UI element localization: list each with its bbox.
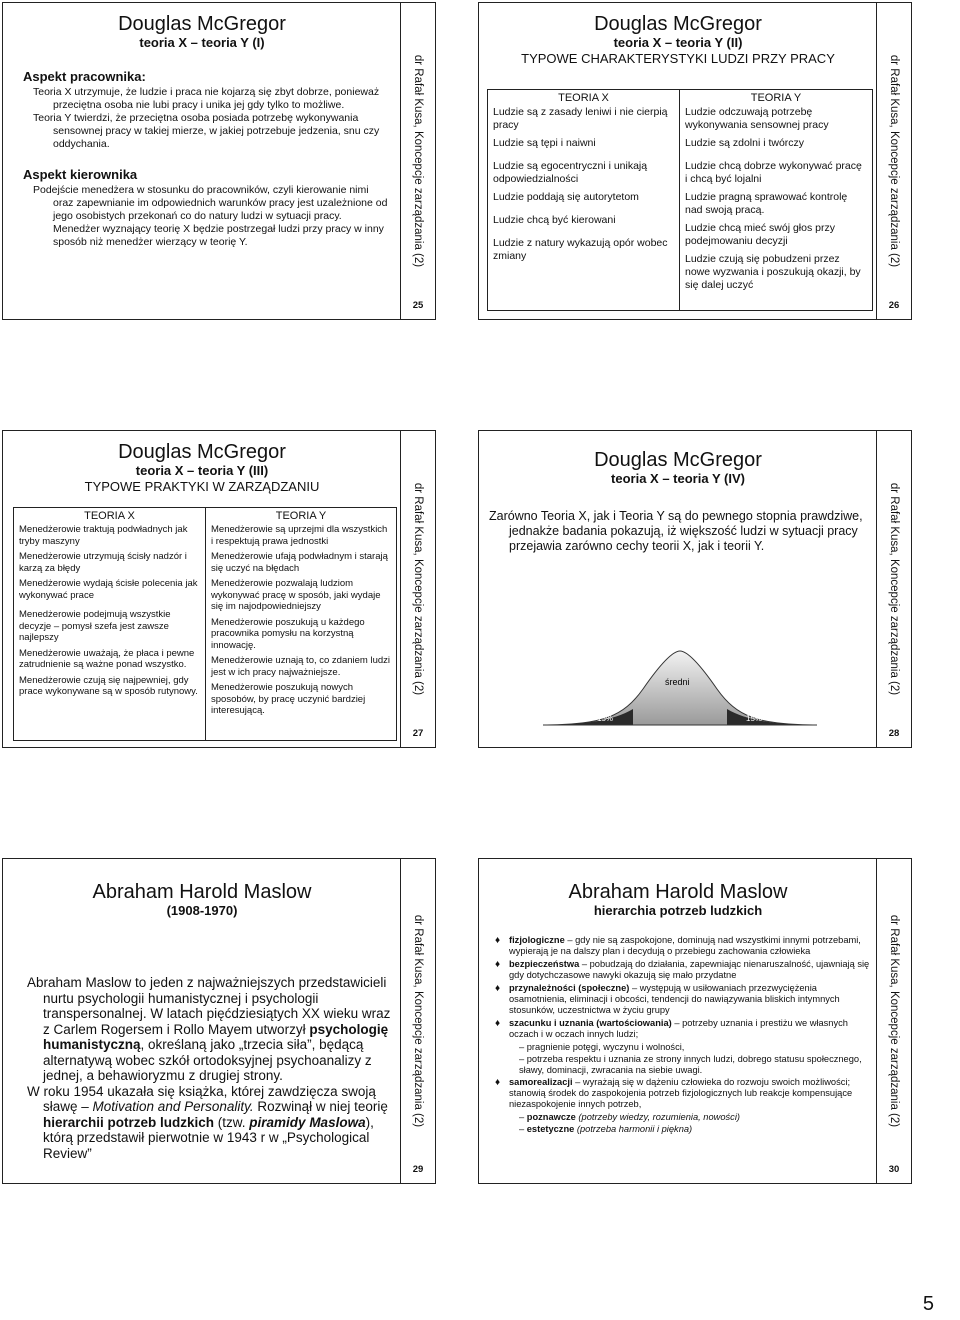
text-run-bold: przynależności (społeczne) [509,983,630,993]
text-run: – gdy nie są zaspokojone, dominują nad wszystkimi innymi potrzebami, wypierają je na dalszy plan i decydują o przebiegu zachowania człowieka [509,935,861,956]
text-run: – wyrażają się w dążeniu człowieka do rozwoju swoich możliwości; stanowią środek do zaspokojenia potrzeb fizjologicznych lub reakcje kompensujące niezaspokojenie innych potrzeb, [509,1077,853,1109]
table-cell: Ludzie czują się pobudzeni przez nowe wyzwania i poszukują okazji, by się dalej uczyć [685,253,861,291]
slide-number: 26 [888,300,900,311]
comparison-table [487,89,873,311]
author-label: dr Rafał Kusa, Koncepcje zarządzania (2) [412,54,424,268]
table-cell: Ludzie chcą być kierowani [493,214,616,226]
text-run: Rozwinął w niej teorię [253,1099,388,1114]
paragraph: Podejście menedżera w stosunku do pracowników, czyli kierowanie nimi oraz zapewnianie im odpowiednich warunków pracy jest uzależnione od jego osobistych przekonań co do natury ludzi w sytuacji pracy. Menedżer wyznający teorię X będzie postrzegał ludzi przy pracy w inny sposób niż menedżer wierzący w teorię Y. [33,184,388,248]
table-cell: Ludzie pragną sprawować kontrolę nad swoją pracą. [685,191,848,216]
slide-number: 28 [888,728,900,739]
sub-item: – poznawcze (potrzeby wiedzy, rozumienia, nowości) [519,1112,740,1122]
text-run: – potrzeby uznania i prestiżu we własnych oczach i w oczach innych ludzi; [509,1018,848,1039]
table-cell: Ludzie chcą dobrze wykonywać pracę i chcą być lojalni [685,160,862,185]
slide-title: Douglas McGregor [594,449,762,471]
page-number: 5 [922,1293,934,1315]
text-run: – pobudzają do działania, zapewniając nienaruszalność, ujawniają się gdy dotychczasowe nawyki okazują się mało przydatne [509,959,870,980]
text-run-bold: fizjologiczne [509,935,565,945]
list-item [495,959,871,981]
table-cell: Ludzie z natury wykazują opór wobec zmiany [493,237,668,262]
slide-sidebar [876,431,911,747]
text-run-italic: Motivation and Personality. [92,1099,254,1114]
slide-sidebar [400,3,435,319]
author-label: dr Rafał Kusa, Koncepcje zarządzania (2) [888,914,900,1128]
theory-x-column [487,89,680,311]
column-header: TEORIA Y [750,92,802,104]
text-run: W roku 1954 ukazała się książka, której zawdzięcza swoją sławę – [27,1083,376,1114]
author-label: dr Rafał Kusa, Koncepcje zarządzania (2) [412,482,424,696]
table-cell: Ludzie są egocentryczni i unikają odpowiedzialności [493,160,648,185]
table-cell: Ludzie poddają się autorytetom [493,191,639,203]
table-cell: Menedżerowie poszukują nowych sposobów, by pracę uczynić bardziej interesującą. [211,682,366,716]
slide-subtitle: teoria X – teoria Y (III) [135,463,269,478]
table-cell: Menedżerowie są uprzejmi dla wszystkich i respektują prawa jednostki [211,524,388,547]
slide-sidebar [876,859,911,1183]
section-heading: Aspekt pracownika: [23,69,146,84]
table-cell: Ludzie są z zasady leniwi i nie cierpią pracy [493,106,668,131]
slide-27 [2,430,436,748]
text-run-bold: szacunku i uznania (wartościowania) [509,1018,672,1028]
list-item [495,935,871,957]
text-run: ), którą przedstawił pierwotnie w 1943 r w „Psychological Review” [43,1114,374,1161]
text-run: – występują w usiłowaniach przezwyciężenia osamotnienia, eliminacji i obcości, tendencji do nawiązywania bliskich intymnych stosunków, uczestnictwa w życiu grupy [509,983,840,1015]
diamond-bullet-icon: ♦ [495,1018,501,1029]
text-run-italic: (potrzeby wiedzy, rozumienia, nowości) [575,1112,740,1122]
theory-y-column [679,89,873,311]
theory-y-column [205,507,397,741]
slide-sidebar [400,859,435,1183]
slide-subtitle-2: TYPOWE CHARAKTERYSTYKI LUDZI PRZY PRACY [521,51,835,66]
list-item [495,1018,871,1040]
table-cell: Ludzie są tępi i naiwni [493,137,596,149]
slide-number: 25 [412,300,424,311]
diamond-bullet-icon: ♦ [495,959,501,970]
table-cell: Menedżerowie uznają to, co zdaniem ludzi jest w ich pracy najważniejsze. [211,655,391,678]
slide-26 [478,2,912,320]
slide-30 [478,858,912,1184]
slide-number: 27 [412,728,424,739]
right-tail-label: 15% [746,714,763,723]
slide-28 [478,430,912,748]
column-header: TEORIA X [558,92,609,104]
slide-25 [2,2,436,320]
slide-sidebar [876,3,911,319]
center-label: średni [665,677,690,687]
paragraph [27,1083,393,1162]
text-run-italic: (potrzeba harmonii i piękna) [574,1124,693,1134]
sub-item: – pragnienie potęgi, wyczynu i wolności, [519,1042,685,1052]
slide-29 [2,858,436,1184]
table-cell: Menedżerowie podejmują wszystkie decyzje – pomysł szefa jest zawsze najlepszy [19,609,171,643]
author-label: dr Rafał Kusa, Koncepcje zarządzania (2) [412,914,424,1128]
slide-subtitle: teoria X – teoria Y (I) [139,35,265,50]
text-run: Abraham Maslow to jeden z najważniejszych przedstawicieli nurtu psychologii humanistycznej i psychologii transpersonalnej. W latach pięćdziesiątych XX wieku wraz z Carlem Rogersem i Rollo Mayem utworzył [27,975,391,1037]
text-run-bold: poznawcze [526,1112,576,1122]
diamond-bullet-icon: ♦ [495,935,501,946]
slide-sidebar [400,431,435,747]
table-cell: Ludzie odczuwają potrzebę wykonywania sensownej pracy [685,106,829,131]
paragraph: Teoria X utrzymuje, że ludzie i praca nie kojarzą się zbyt dobrze, ponieważ przeciętna osoba nie lubi pracy i unika jej gdy tylko to możliwe. [33,86,380,111]
text-run-bold: psychologię humanistyczną [43,1021,389,1052]
section-heading: Aspekt kierownika [23,167,138,182]
slide-subtitle: (1908-1970) [166,903,238,918]
table-cell: Menedżerowie uważają, że płaca i pewne zatrudnienie są ważne ponad wszystko. [19,647,195,670]
diamond-bullet-icon: ♦ [495,1077,501,1088]
paragraph: Zarówno Teoria X, jak i Teoria Y są do pewnego stopnia prawdziwe, jednakże badania pokazują, iż większość ludzi w sytuacji pracy przejawia zarówno cechy teorii X, jak i teorii Y. [489,509,863,553]
table-cell: Menedżerowie poszukują u każdego pracownika pomysłu na korzystną innowację. [211,616,365,651]
text-run: (tzw. [214,1114,250,1130]
slide-number: 29 [412,1164,424,1175]
slide-subtitle: teoria X – teoria Y (II) [613,35,743,50]
table-cell: Menedżerowie ufają podwładnym i starają się uczyć na błędach [211,551,388,574]
bell-curve-chart [543,629,817,731]
text-run-bold: estetyczne [526,1124,575,1134]
table-cell: Menedżerowie utrzymują ścisły nadzór i karzą za błędy [19,551,187,574]
list-item [495,1077,871,1110]
table-cell: Menedżerowie czują się najpewniej, gdy prace wykonywane są w sposób rutynowy. [19,674,198,697]
table-cell: Menedżerowie traktują podwładnych jak tryby maszyny [19,524,188,547]
table-cell: Menedżerowie wydają ścisłe polecenia jak wykonywać prace [19,578,198,601]
slide-title: Douglas McGregor [118,13,286,35]
text-run-bold: hierarchii potrzeb ludzkich [43,1114,215,1130]
left-tail-label: 15% [597,714,614,723]
text-run-bold-italic: piramidy Maslowa [249,1114,366,1130]
slide-subtitle: hierarchia potrzeb ludzkich [593,903,763,918]
theory-x-column [13,507,206,741]
text-run-bold: bezpieczeństwa [509,959,580,969]
slide-title: Douglas McGregor [594,13,762,35]
paragraph [27,975,393,1084]
list-item [495,983,871,1016]
text-run-bold: samorealizacji [509,1077,573,1087]
column-header: TEORIA X [84,510,135,522]
paragraph: Teoria Y twierdzi, że przeciętna osoba posiada potrzebę wykonywania sensownej pracy w takiej mierze, w jakiej potrzebuje jedzenia, snu czy oddychania. [33,112,380,150]
diamond-bullet-icon: ♦ [495,983,501,994]
author-label: dr Rafał Kusa, Koncepcje zarządzania (2) [888,482,900,696]
comparison-table [13,507,397,741]
sub-item: – potrzeba respektu i uznania ze strony innych ludzi, dobrego statusu społecznego, sławy, dominacji, zwracania na siebie uwagi. [519,1054,862,1075]
text-run: , określaną jako „trzecia siła”, będącą alternatywą wobec szkół ortodoksyjnej psychoanalizy z jednej, a behawioryzmu z drugiej strony. [43,1037,372,1083]
slide-subtitle: teoria X – teoria Y (IV) [611,471,745,486]
slide-title: Abraham Harold Maslow [92,881,312,903]
table-cell: Ludzie chcą mieć swój głos przy podejmowaniu decyzji [685,222,835,247]
table-cell: Menedżerowie pozwalają ludziom wykonywać pracę w sposób, jaki wydaje się im najodpowiedniejszy [211,578,381,612]
table-cell: Ludzie są zdolni i twórczy [685,137,805,149]
column-header: TEORIA Y [275,510,327,522]
slide-number: 30 [888,1164,900,1175]
slide-title: Abraham Harold Maslow [568,881,788,903]
slide-title: Douglas McGregor [118,441,286,463]
sub-item: – estetyczne (potrzeba harmonii i piękna) [519,1124,693,1134]
slide-subtitle-2: TYPOWE PRAKTYKI W ZARZĄDZANIU [84,479,320,494]
author-label: dr Rafał Kusa, Koncepcje zarządzania (2) [888,54,900,268]
